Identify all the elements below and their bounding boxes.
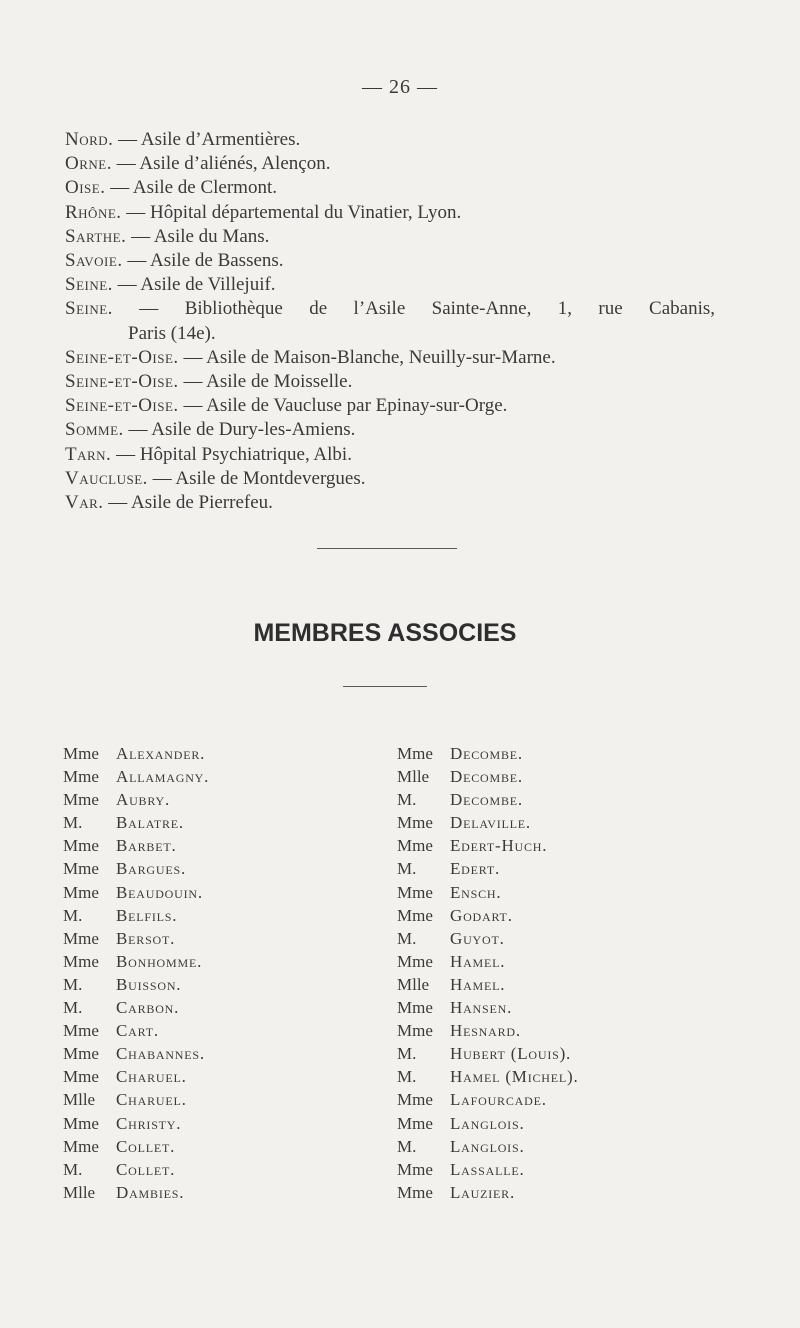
member-row <box>63 1042 209 1065</box>
member-title: Mme <box>397 744 433 763</box>
member-title: Mme <box>397 813 433 833</box>
institution-entry <box>65 297 715 345</box>
member-name: Buisson. <box>116 974 182 994</box>
member-name: Beaudouin. <box>116 882 203 902</box>
institution-text: — Bibliothèque de l’Asile Sainte-Anne, 1, rue Cabanis, <box>112 298 715 320</box>
member-name: Barbet. <box>116 836 177 856</box>
member-name: Hubert (Louis). <box>450 1044 572 1064</box>
member-name: Christy. <box>116 1113 182 1133</box>
member-name: Lafourcade. <box>450 1090 547 1110</box>
member-title: Mlle <box>63 1182 96 1202</box>
members-left-column <box>63 742 209 1204</box>
member-row <box>63 927 209 950</box>
member-name: Hamel. <box>450 951 506 971</box>
member-title: Mme <box>397 1021 433 1041</box>
institution-entry <box>65 128 715 152</box>
member-name: Decombe. <box>450 767 523 787</box>
member-row <box>63 996 209 1019</box>
institution-text: — Asile de Bassens. <box>122 250 284 272</box>
member-name: Langlois. <box>450 1113 525 1133</box>
member-name: Carbon. <box>116 998 180 1018</box>
member-row <box>63 1158 209 1181</box>
member-row <box>397 1042 579 1065</box>
member-name: Decombe. <box>450 744 523 763</box>
institution-entry <box>65 273 715 297</box>
member-title: Mme <box>63 1044 99 1064</box>
member-title: M. <box>63 1159 83 1179</box>
member-row <box>397 1065 579 1088</box>
member-row <box>63 904 209 927</box>
member-title: Mme <box>397 1159 433 1179</box>
member-row <box>63 742 209 765</box>
member-title: M. <box>397 790 417 810</box>
member-title: Mme <box>63 1067 99 1087</box>
member-row <box>397 1112 579 1135</box>
member-name: Hamel. <box>450 974 506 994</box>
department-name: Sarthe. <box>65 225 127 247</box>
member-row <box>63 857 209 880</box>
institution-entry <box>65 467 715 491</box>
member-row <box>397 788 579 811</box>
member-title: Mme <box>63 744 99 763</box>
institution-text: — Asile de Vaucluse par Epinay-sur-Orge. <box>178 395 508 417</box>
member-name: Aubry. <box>116 790 171 810</box>
member-title: Mme <box>63 882 99 902</box>
member-row <box>397 742 579 765</box>
member-name: Alexander. <box>116 744 206 763</box>
member-title: M. <box>63 905 83 925</box>
department-name: Seine-et-Oise. <box>65 395 179 417</box>
department-name: Seine. <box>65 274 113 296</box>
member-title: M. <box>397 1044 417 1064</box>
institution-entry <box>65 201 715 225</box>
department-name: Savoie. <box>65 250 123 272</box>
member-title: M. <box>397 1067 417 1087</box>
department-name: Seine-et-Oise. <box>65 371 179 393</box>
member-row <box>397 927 579 950</box>
member-row <box>397 857 579 880</box>
member-row <box>397 973 579 996</box>
member-name: Ensch. <box>450 882 502 902</box>
member-title: Mlle <box>397 767 430 787</box>
member-name: Lassalle. <box>450 1159 525 1179</box>
member-title: Mme <box>397 1090 433 1110</box>
member-row <box>397 1135 579 1158</box>
member-title: Mme <box>63 928 99 948</box>
member-title: M. <box>63 813 83 833</box>
institution-entry <box>65 443 715 467</box>
institution-text: — Asile d’aliénés, Alençon. <box>111 153 331 175</box>
member-title: M. <box>397 859 417 879</box>
member-title: Mme <box>397 882 433 902</box>
member-name: Bonhomme. <box>116 951 203 971</box>
section-title: MEMBRES ASSOCIES <box>253 619 517 647</box>
department-name: Tarn. <box>65 443 112 465</box>
member-row <box>63 1112 209 1135</box>
member-row <box>397 881 579 904</box>
institution-list <box>65 128 715 515</box>
divider-rule <box>317 548 457 549</box>
department-name: Rhône. <box>65 201 122 223</box>
member-title: Mme <box>397 836 433 856</box>
department-name: Nord. <box>65 129 114 150</box>
member-title: Mlle <box>397 974 430 994</box>
department-name: Vaucluse. <box>65 467 148 489</box>
member-name: Edert-Huch. <box>450 836 548 856</box>
member-title: Mme <box>63 836 99 856</box>
member-row <box>63 1181 209 1204</box>
member-row <box>63 834 209 857</box>
member-row <box>63 973 209 996</box>
member-row <box>63 1065 209 1088</box>
member-row <box>63 788 209 811</box>
members-right-column <box>397 742 579 1204</box>
institution-text: — Asile de Villejuif. <box>112 274 276 296</box>
member-row <box>63 765 209 788</box>
member-row <box>397 904 579 927</box>
member-row <box>397 1158 579 1181</box>
member-name: Langlois. <box>450 1136 525 1156</box>
member-row <box>397 765 579 788</box>
member-title: Mme <box>397 1182 433 1202</box>
institution-text: — Hôpital départemental du Vinatier, Lyon. <box>121 201 462 223</box>
institution-text: — Asile de Dury-les-Amiens. <box>123 419 356 441</box>
member-name: Hansen. <box>450 998 513 1018</box>
department-name: Seine-et-Oise. <box>65 346 179 368</box>
member-row <box>397 950 579 973</box>
institution-entry <box>65 346 715 370</box>
member-row <box>63 1088 209 1111</box>
institution-text-continuation: Paris (14e). <box>128 322 216 344</box>
member-title: Mme <box>63 1021 99 1041</box>
institution-text: — Asile d’Armentières. <box>113 129 301 150</box>
department-name: Var. <box>65 492 104 514</box>
member-title: Mme <box>63 767 99 787</box>
member-name: Hamel (Michel). <box>450 1067 579 1087</box>
member-name: Charuel. <box>116 1090 187 1110</box>
member-title: M. <box>63 974 83 994</box>
member-row <box>397 996 579 1019</box>
institution-entry <box>65 418 715 442</box>
institution-text: — Asile de Clermont. <box>105 177 277 199</box>
member-row <box>397 1019 579 1042</box>
department-name: Somme. <box>65 419 124 441</box>
member-name: Lauzier. <box>450 1182 516 1202</box>
member-title: Mme <box>63 790 99 810</box>
member-name: Delaville. <box>450 813 531 833</box>
member-row <box>63 1135 209 1158</box>
member-name: Godart. <box>450 905 513 925</box>
member-name: Balatre. <box>116 813 184 833</box>
department-name: Orne. <box>65 153 112 175</box>
member-name: Decombe. <box>450 790 523 810</box>
member-title: Mme <box>397 998 433 1018</box>
member-title: M. <box>397 1136 417 1156</box>
member-name: Chabannes. <box>116 1044 205 1064</box>
member-row <box>397 834 579 857</box>
institution-entry <box>65 152 715 176</box>
institution-entry <box>65 249 715 273</box>
institution-entry <box>65 491 715 515</box>
member-row <box>63 1019 209 1042</box>
institution-text: — Asile de Pierrefeu. <box>103 492 273 514</box>
member-title: Mme <box>63 951 99 971</box>
institution-text: — Hôpital Psychiatrique, Albi. <box>111 443 352 465</box>
institution-entry <box>65 394 715 418</box>
member-name: Edert. <box>450 859 501 879</box>
member-row <box>397 1181 579 1204</box>
institution-entry <box>65 225 715 249</box>
institution-text: — Asile de Maison-Blanche, Neuilly-sur-Marne. <box>178 346 556 368</box>
institution-text: — Asile de Montdevergues. <box>147 467 366 489</box>
member-title: M. <box>397 928 417 948</box>
member-title: M. <box>63 998 83 1018</box>
member-name: Bargues. <box>116 859 186 879</box>
member-title: Mlle <box>63 1090 96 1110</box>
department-name: Seine. <box>65 298 113 320</box>
page-number: — 26 — <box>362 76 438 98</box>
institution-entry <box>65 176 715 200</box>
member-row <box>63 811 209 834</box>
member-name: Allamagny. <box>116 767 210 787</box>
department-name: Oise. <box>65 177 106 199</box>
institution-text: — Asile de Moisselle. <box>178 371 353 393</box>
member-title: Mme <box>63 1136 99 1156</box>
member-name: Dambies. <box>116 1182 185 1202</box>
member-row <box>397 811 579 834</box>
institution-entry <box>65 370 715 394</box>
member-name: Bersot. <box>116 928 176 948</box>
member-title: Mme <box>397 951 433 971</box>
member-name: Hesnard. <box>450 1021 521 1041</box>
member-name: Belfils. <box>116 905 178 925</box>
member-row <box>63 881 209 904</box>
member-name: Collet. <box>116 1136 176 1156</box>
member-name: Collet. <box>116 1159 176 1179</box>
member-name: Cart. <box>116 1021 159 1041</box>
member-title: Mme <box>63 1113 99 1133</box>
member-row <box>63 950 209 973</box>
institution-text: — Asile du Mans. <box>126 225 270 247</box>
member-row <box>397 1088 579 1111</box>
member-title: Mme <box>397 1113 433 1133</box>
member-title: Mme <box>397 905 433 925</box>
member-name: Guyot. <box>450 928 505 948</box>
member-title: Mme <box>63 859 99 879</box>
divider-rule <box>343 686 427 687</box>
member-name: Charuel. <box>116 1067 187 1087</box>
